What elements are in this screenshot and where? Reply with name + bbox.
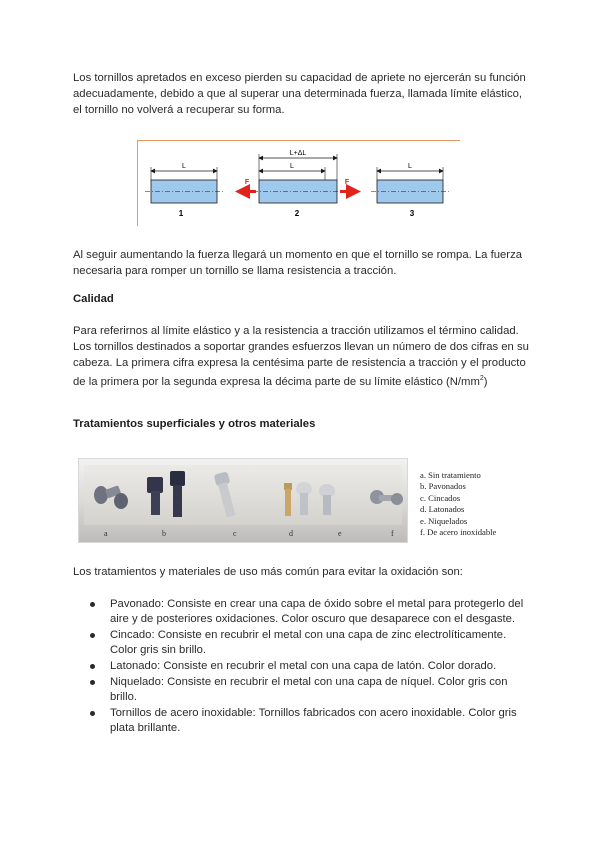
paragraph-tratamientos-intro: Los tratamientos y materiales de uso más común para evitar la oxidación son: [73, 566, 463, 578]
bolt-c [214, 471, 236, 517]
frame-left-line [137, 140, 138, 226]
list-item-text: Pavonado: Consiste en crear una capa de óxido sobre el metal para protegerlo del aire y de posteriores oxidaciones. Color oscuro que desaparece con el desgaste. [110, 598, 524, 626]
bullet-icon [90, 680, 95, 685]
bolt-1 [145, 163, 225, 218]
list-item [90, 659, 530, 674]
bullet-icon [90, 633, 95, 638]
treatments-list [90, 597, 530, 737]
bolt-elongation-diagram [137, 140, 460, 228]
legend-item-d: d. Latonados [420, 504, 465, 515]
legend-item-c: c. Cincados [420, 492, 461, 503]
list-item [90, 597, 530, 627]
label-l-2: L [290, 163, 294, 170]
bolt-e [296, 482, 335, 515]
list-item [90, 675, 530, 705]
photo-letter-e: e [338, 529, 342, 538]
label-l-1: L [182, 163, 186, 170]
list-item-text: Latonado: Consiste en recubrir el metal con una capa de latón. Color dorado. [110, 660, 497, 672]
p3-superscript: 2 [479, 375, 484, 383]
bullet-icon [90, 602, 95, 607]
p3-close: ) [483, 376, 488, 389]
p3-text: Para referirnos al límite elástico y a la resistencia a tracción utilizamos el término calidad. Los tornillos destinados a soportar grandes esfuerzos llevan un número de dos cifras en su cabeza. La primera cifra expresa la centésima parte de resistencia a tracción y el producto de la primera por la segunda expresa la décima parte de su límite elástico (N/mm [73, 325, 529, 389]
label-l-3: L [408, 163, 412, 170]
bolt-2 [238, 150, 358, 218]
bolts-drawing [79, 459, 409, 529]
legend-item-f: f. De acero inoxidable [420, 527, 497, 538]
heading-tratamientos: Tratamientos superficiales y otros materiales [73, 418, 316, 430]
photo-letter-f: f [391, 529, 394, 538]
legend-item-b: b. Pavonados [420, 481, 466, 492]
list-item-text: Tornillos de acero inoxidable: Tornillos fabricados con acero inoxidable. Color gris plata brillante. [110, 706, 517, 734]
list-item [90, 706, 530, 736]
bolts-photo-figure [78, 458, 408, 543]
label-f-right: F [344, 179, 350, 186]
diagram-svg [137, 140, 460, 228]
photo-letter-b: b [162, 529, 166, 538]
bullet-icon [90, 664, 95, 669]
list-item-text: Niquelado: Consiste en recubrir el metal con una capa de níquel. Color gris con brillo. [110, 675, 508, 703]
label-f-left: F [244, 179, 250, 186]
list-item [90, 628, 530, 658]
bolt-a [94, 485, 128, 509]
legend-item-e: e. Niquelados [420, 515, 468, 526]
bullet-icon [90, 711, 95, 716]
bolt-b [147, 471, 185, 517]
bolts-photo [78, 458, 408, 543]
photo-legend [420, 470, 540, 538]
paragraph-calidad [73, 324, 533, 391]
label-l-delta: L+ΔL [289, 150, 307, 157]
photo-letter-d: d [289, 529, 293, 538]
bolt-d [284, 483, 292, 516]
legend-item-a: a. Sin tratamiento [420, 470, 481, 480]
photo-letter-c: c [233, 529, 237, 538]
number-1: 1 [178, 209, 184, 218]
list-item-text: Cincado: Consiste en recubrir el metal con una capa de zinc electrolíticamente. Color gris sin brillo. [110, 629, 507, 657]
number-2: 2 [294, 209, 300, 218]
frame-top-line [137, 140, 460, 141]
bolt-3 [371, 163, 451, 218]
heading-calidad: Calidad [73, 293, 114, 305]
photo-letter-a: a [104, 529, 108, 538]
bolt-f [370, 490, 403, 505]
paragraph-elastic-limit: Los tornillos apretados en exceso pierden su capacidad de apriete no ejercerán su función adecuadamente, debido a que al superar una determinada fuerza, llamada límite elástico, el tornillo no volverá a recuperar su forma. [73, 72, 526, 116]
number-3: 3 [409, 209, 415, 218]
paragraph-tensile-strength: Al seguir aumentando la fuerza llegará un momento en que el tornillo se rompa. La fuerza necesaria para romper un tornillo se llama resistencia a tracción. [73, 249, 523, 277]
